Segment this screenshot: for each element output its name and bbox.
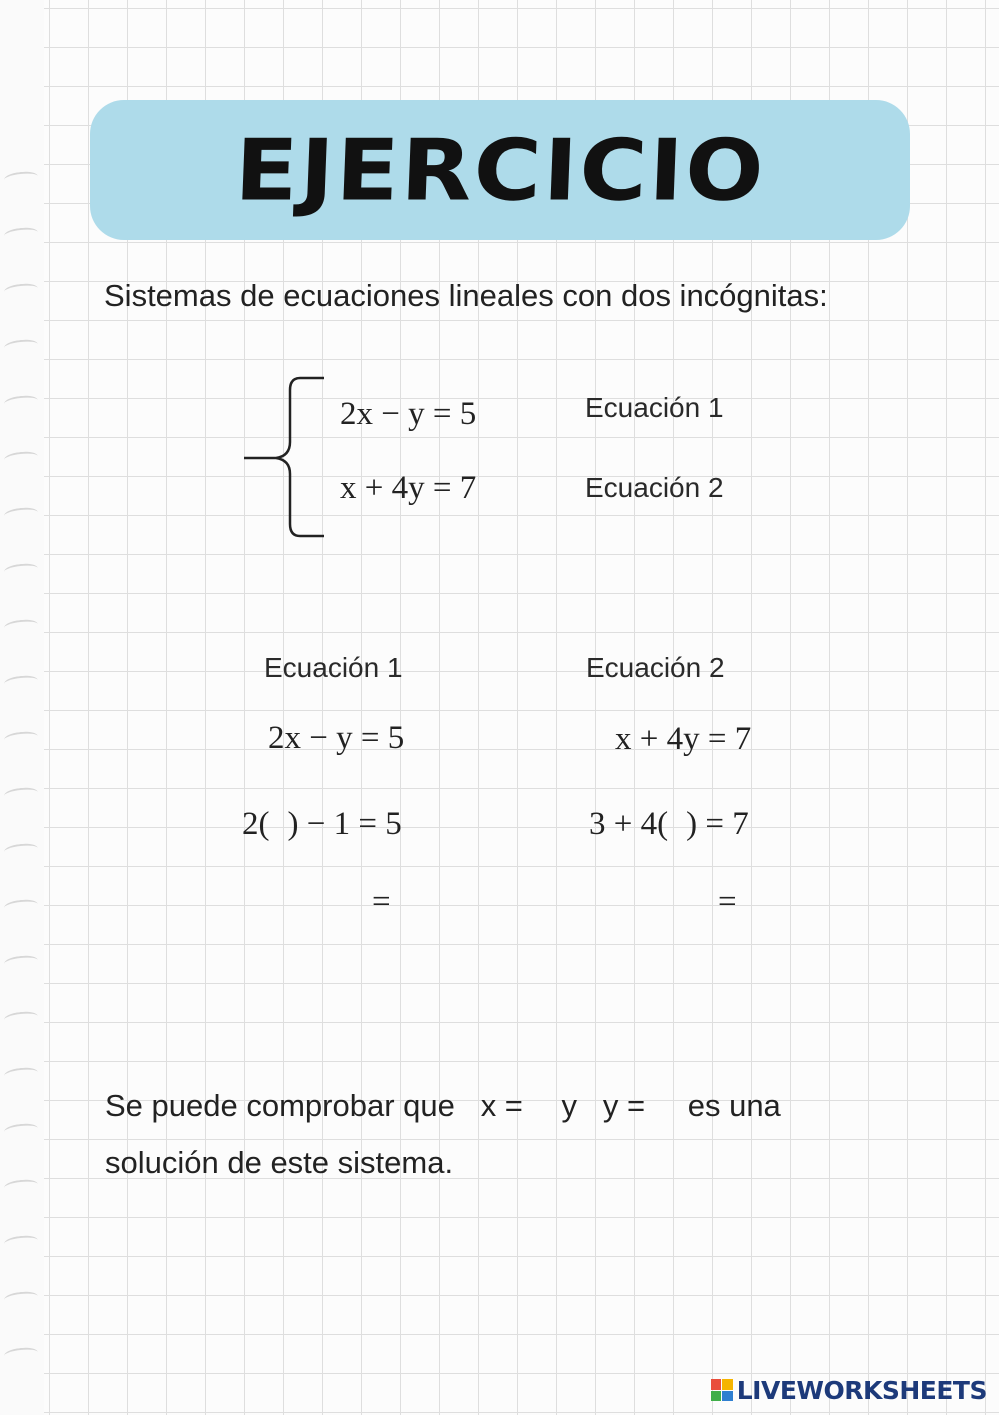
binding-ring (3, 1178, 38, 1193)
binding-ring (3, 618, 38, 633)
work-left-blank-x[interactable] (270, 811, 288, 841)
work-left-line-3: = (372, 884, 391, 920)
binding-ring (3, 898, 38, 913)
conclusion-line-1 (105, 1088, 781, 1124)
y-answer-field[interactable] (654, 1093, 688, 1123)
system-label-1: Ecuación 1 (585, 392, 724, 423)
system-equation-2: x + 4y = 7 (340, 470, 477, 506)
binding-ring (3, 450, 38, 465)
binding-ring (3, 170, 38, 185)
binding-ring (3, 842, 38, 857)
work-left-header: Ecuación 1 (264, 652, 403, 683)
notebook-binding (0, 0, 44, 1415)
binding-ring (3, 1346, 38, 1361)
work-right-blank-y[interactable] (668, 811, 686, 841)
work-right-line-3: = (718, 884, 737, 920)
binding-ring (3, 282, 38, 297)
binding-ring (3, 674, 38, 689)
conclusion-text-b: y (561, 1088, 578, 1123)
conclusion-text-c: y = (602, 1088, 654, 1123)
x-answer-field[interactable] (532, 1093, 562, 1123)
work-right-line-2 (589, 806, 749, 843)
binding-ring (3, 954, 38, 969)
title-banner (90, 100, 910, 240)
conclusion-line-2: solución de este sistema. (105, 1145, 454, 1180)
system-equation-1: 2x − y = 5 (340, 396, 477, 432)
work-left-line-2-suffix: ) − 1 = 5 (287, 806, 402, 842)
binding-ring (3, 394, 38, 409)
binding-ring (3, 1234, 38, 1249)
work-left-line-1: 2x − y = 5 (268, 720, 405, 756)
work-right-line-1: x + 4y = 7 (615, 721, 752, 757)
binding-ring (3, 786, 38, 801)
brand-name: LIVEWORKSHEETS (736, 1375, 987, 1405)
work-right-line-2-prefix: 3 + 4( (589, 806, 669, 842)
binding-ring (3, 506, 38, 521)
work-right-line-2-suffix: ) = 7 (686, 806, 749, 842)
work-right-header: Ecuación 2 (586, 652, 725, 683)
liveworksheets-logo (711, 1376, 987, 1404)
logo-icon (711, 1379, 733, 1401)
conclusion-text-a: Se puede comprobar que x = (105, 1088, 532, 1123)
binding-ring (3, 1122, 38, 1137)
binding-ring (3, 226, 38, 241)
binding-ring (3, 562, 38, 577)
curly-brace-icon (240, 372, 330, 542)
binding-ring (3, 730, 38, 745)
binding-ring (3, 338, 38, 353)
page-title: EJERCICIO (232, 120, 768, 220)
subtitle: Sistemas de ecuaciones lineales con dos incógnitas: (104, 278, 828, 313)
system-label-2: Ecuación 2 (585, 472, 724, 503)
work-left-line-2-prefix: 2( (242, 806, 270, 842)
binding-ring (3, 1010, 38, 1025)
work-left-line-2 (242, 806, 402, 843)
binding-ring (3, 1066, 38, 1081)
conclusion-text-d: es una (687, 1088, 781, 1123)
binding-ring (3, 1290, 38, 1305)
